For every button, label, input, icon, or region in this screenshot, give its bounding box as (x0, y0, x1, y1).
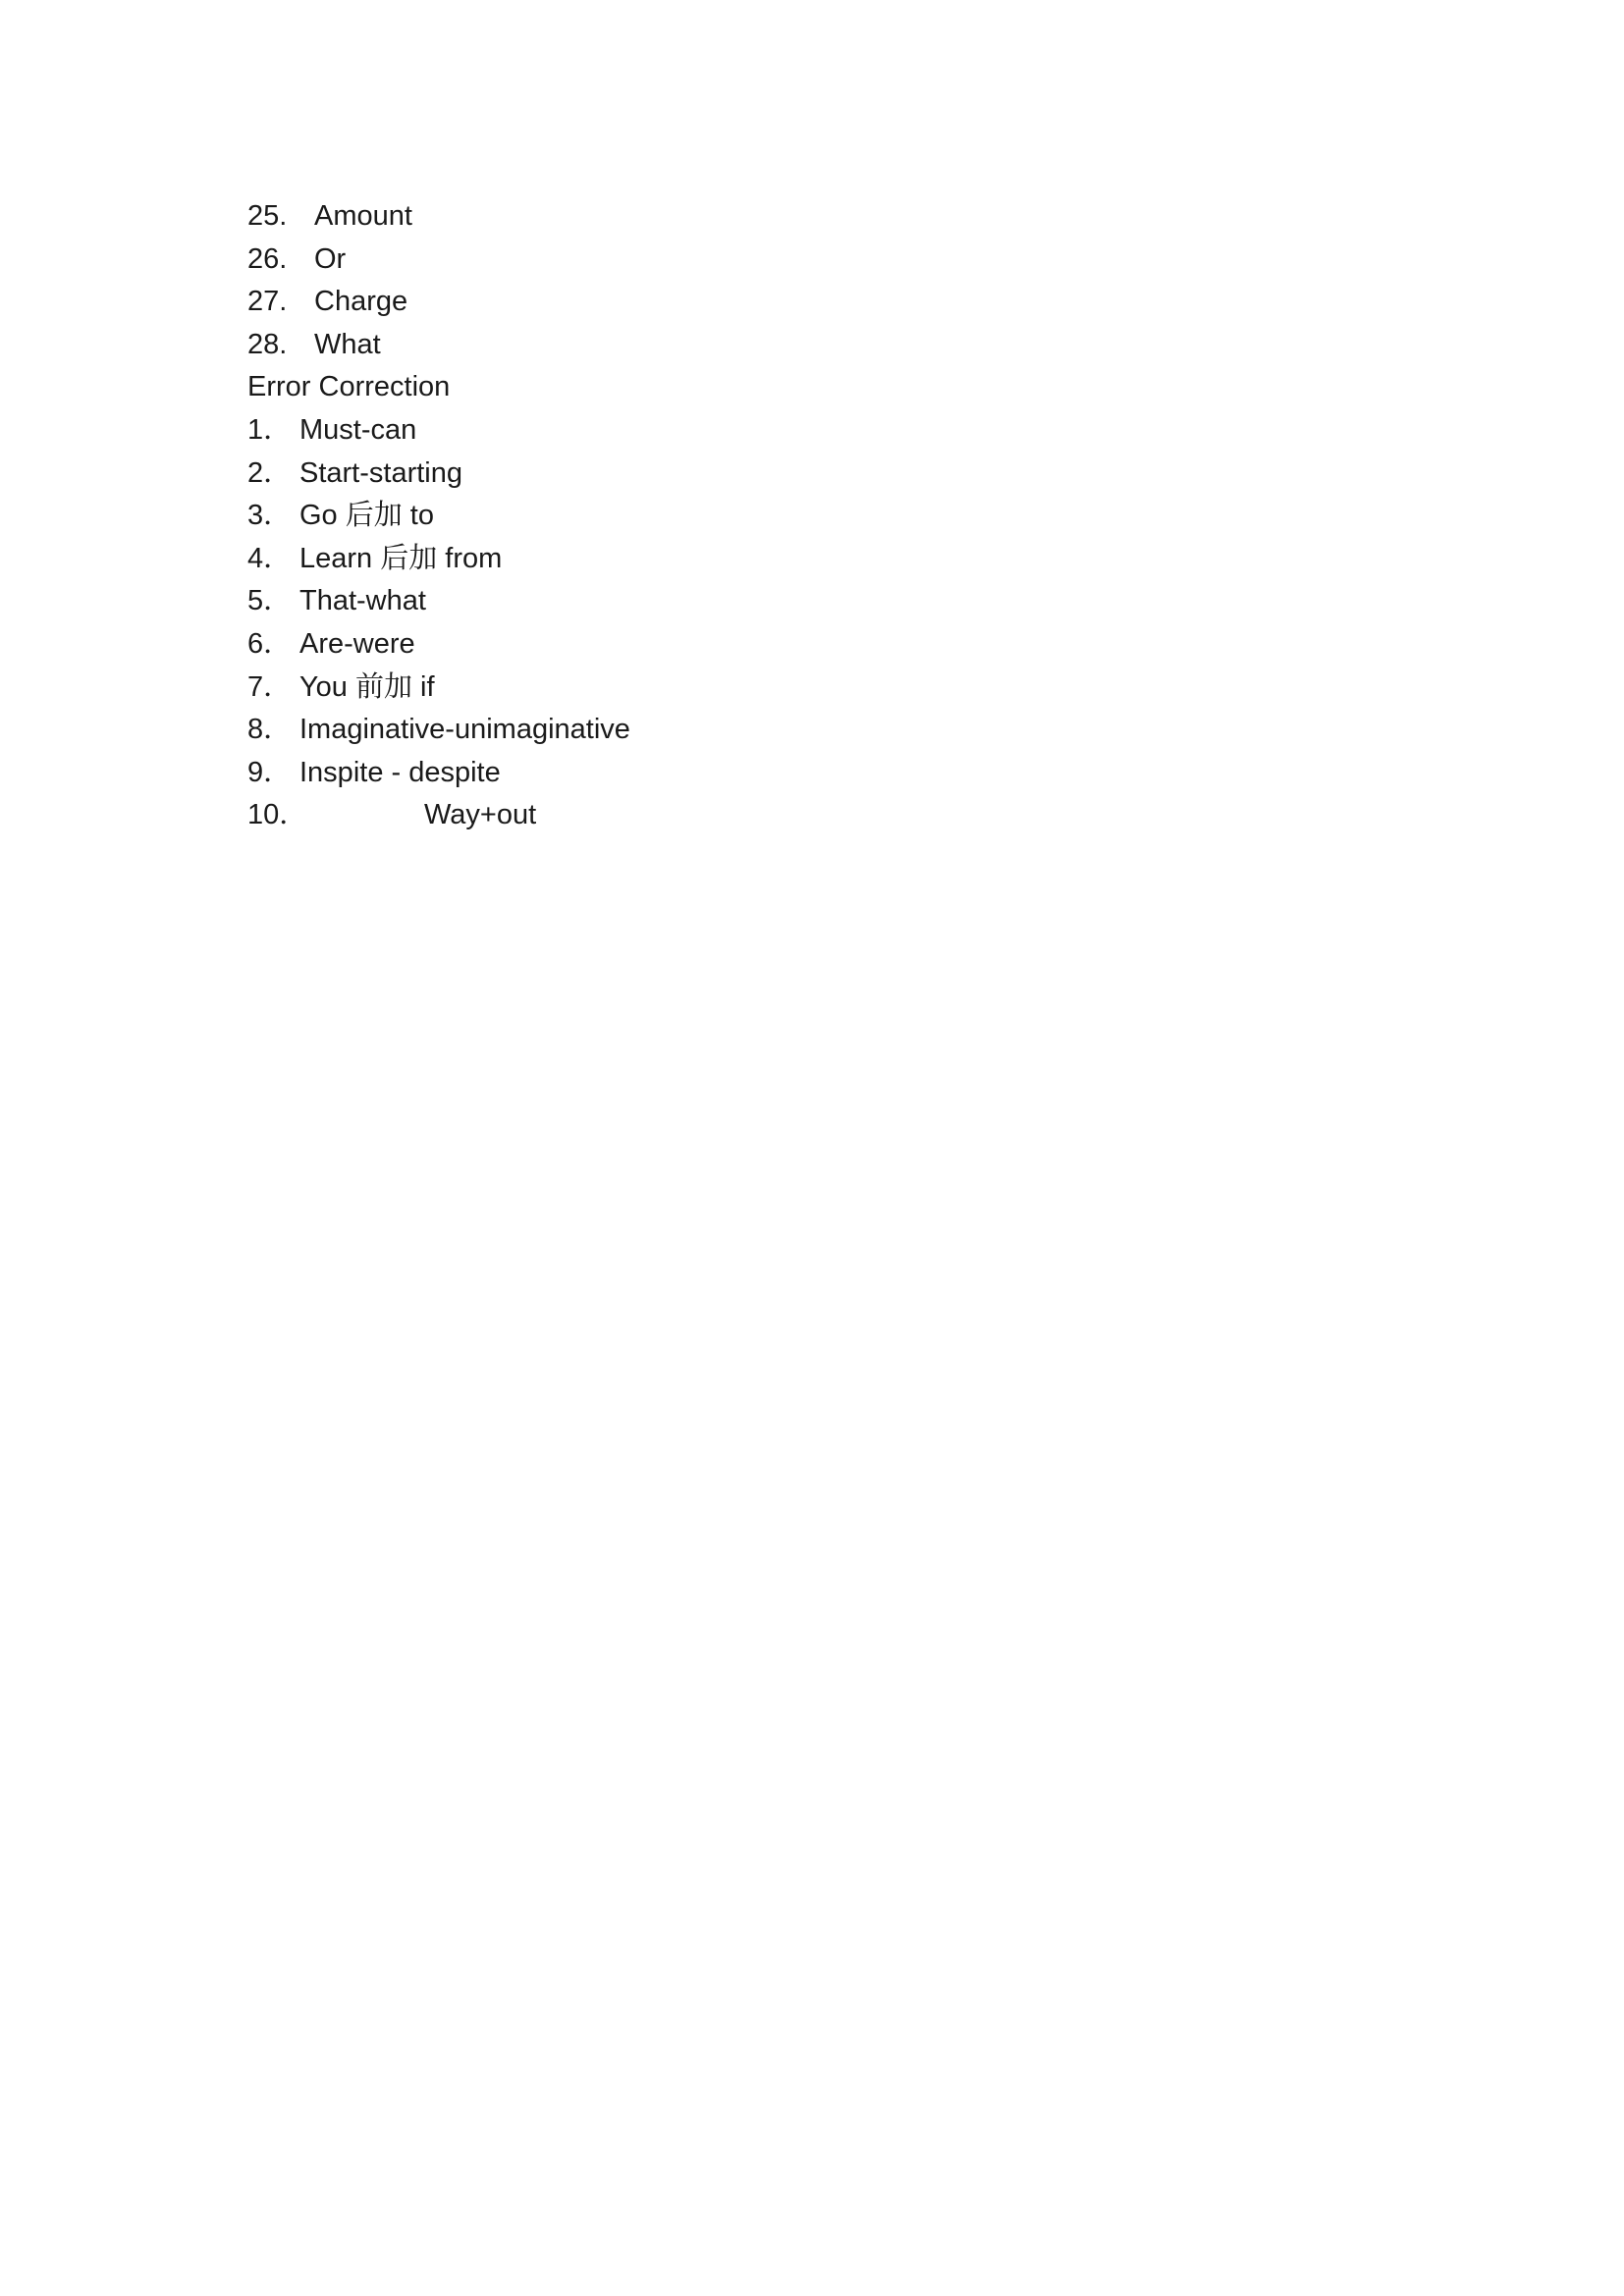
list-item (247, 239, 1426, 282)
item-number: 27. (247, 286, 288, 318)
item-text: Inspite - despite (299, 756, 501, 788)
list-item (247, 709, 1426, 752)
item-number: 10． (247, 799, 308, 831)
item-number: 3． (247, 500, 293, 532)
item-text: Must-can (299, 413, 417, 446)
item-text: Start-starting (299, 456, 462, 489)
item-number: 1． (247, 413, 293, 446)
item-number: 26. (247, 242, 288, 275)
item-number: 4． (247, 542, 293, 574)
list-item (247, 623, 1426, 667)
item-number: 5． (247, 585, 293, 617)
item-text: That-what (299, 585, 426, 617)
item-text: Go 后加 to (299, 500, 434, 532)
item-number: 6． (247, 627, 293, 660)
list-item (247, 409, 1426, 453)
item-text: Are-were (299, 627, 415, 660)
list-item (247, 324, 1426, 367)
answer-list (247, 195, 1426, 837)
list-item (247, 580, 1426, 623)
item-number: 8． (247, 714, 293, 746)
item-number: 28. (247, 328, 288, 360)
item-number: 9． (247, 756, 293, 788)
item-number: 7． (247, 670, 293, 703)
list-item (247, 495, 1426, 538)
list-item (247, 195, 1426, 239)
item-text: What (314, 328, 381, 360)
item-text: Imaginative-unimaginative (299, 714, 630, 746)
item-text: Learn 后加 from (299, 542, 503, 574)
item-text: Charge (314, 286, 408, 318)
list-item (247, 538, 1426, 581)
list-item (247, 281, 1426, 324)
item-text: Or (314, 242, 347, 275)
item-number: 25. (247, 200, 288, 232)
item-text: Amount (314, 200, 412, 232)
item-text: You 前加 if (299, 670, 435, 703)
list-item (247, 453, 1426, 496)
item-text: Way+out (424, 799, 537, 831)
item-number: 2． (247, 456, 293, 489)
list-item (247, 667, 1426, 710)
list-item (247, 752, 1426, 795)
section-title: Error Correction (247, 371, 451, 403)
list-item (247, 794, 1426, 837)
